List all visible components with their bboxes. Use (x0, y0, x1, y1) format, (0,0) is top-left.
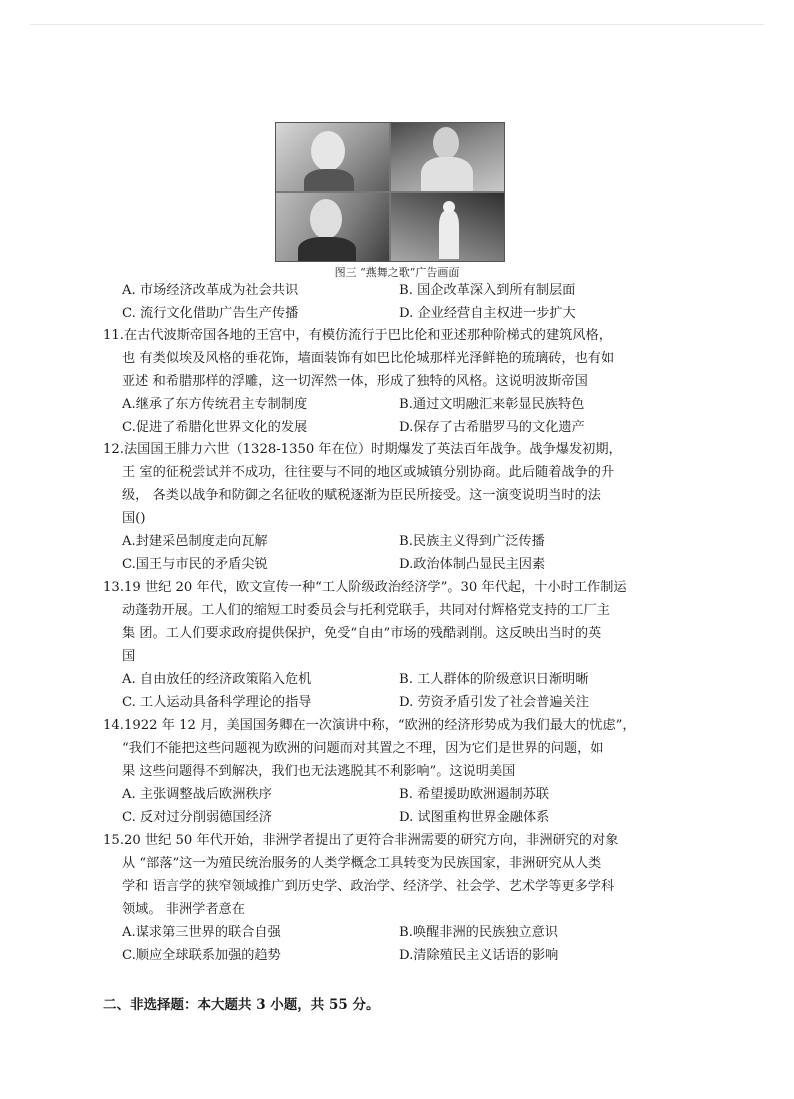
q10-option-a[interactable]: A. 市场经济改革成为社会共识 (122, 283, 299, 298)
photo-panel-top-left (276, 123, 389, 191)
q12-option-a[interactable]: A.封建采邑制度走向瓦解 (122, 534, 268, 549)
q14-option-b[interactable]: B. 希望援助欧洲遏制苏联 (399, 787, 549, 802)
q11-stem-line-1: 11.在古代波斯帝国各地的王宫中，有模仿流行于巴比伦和亚述那种阶梯式的建筑风格， (103, 328, 612, 343)
photo-panel-bottom-right (391, 193, 504, 261)
q13-stem-line-3: 集 团。工人们要求政府提供保护，免受“自由”市场的残酷剥削。这反映出当时的英 (122, 626, 602, 641)
q14-option-a[interactable]: A. 主张调整战后欧洲秩序 (122, 787, 272, 802)
q15-stem-line-4: 领域。 非洲学者意在 (122, 902, 245, 917)
page-top-rule (30, 24, 764, 25)
q14-option-d[interactable]: D. 试图重构世界金融体系 (399, 810, 550, 825)
q12-stem-line-1: 12.法国国王腓力六世（1328-1350 年在位）时期爆发了英法百年战争。战争爆发初期， (103, 442, 622, 457)
q12-stem-line-2: 王 室的征税尝试并不成功，往往要与不同的地区或城镇分别协商。此后随着战争的升 (122, 465, 615, 480)
q15-option-a[interactable]: A.谋求第三世界的联合自强 (122, 925, 281, 940)
q12-option-b[interactable]: B.民族主义得到广泛传播 (399, 534, 545, 549)
q10-option-d[interactable]: D. 企业经营自主权进一步扩大 (399, 306, 576, 321)
q11-option-d[interactable]: D.保存了古希腊罗马的文化遗产 (399, 420, 585, 435)
q11-option-b[interactable]: B.通过文明融汇来彰显民族特色 (399, 397, 585, 412)
q10-option-c[interactable]: C. 流行文化借助广告生产传播 (122, 306, 299, 321)
figure-caption: 图三 “燕舞之歌”广告画面 (334, 266, 460, 279)
q13-stem-line-4: 国 (122, 649, 136, 664)
q11-stem-line-3: 亚述 和希腊那样的浮雕，这一切浑然一体，形成了独特的风格。这说明波斯帝国 (122, 374, 588, 389)
q10-option-b[interactable]: B. 国企改革深入到所有制层面 (399, 283, 576, 298)
q14-option-c[interactable]: C. 反对过分削弱德国经济 (122, 810, 272, 825)
q15-stem-line-2: 从 “部落”这一为殖民统治服务的人类学概念工具转变为民族国家，非洲研究从人类 (122, 856, 602, 871)
q13-option-a[interactable]: A. 自由放任的经济政策陷入危机 (122, 672, 312, 687)
q15-stem-line-3: 学和 语言学的狭窄领域推广到历史学、政治学、经济学、社会学、艺术学等更多学科 (122, 879, 615, 894)
q15-stem-line-1: 15.20 世纪 50 年代开始，非洲学者提出了更符合非洲需要的研究方向，非洲研究的对象 (103, 833, 619, 848)
q15-option-c[interactable]: C.顺应全球联系加强的趋势 (122, 948, 281, 963)
q12-option-d[interactable]: D.政治体制凸显民主因素 (399, 557, 546, 572)
section-2-heading: 二、非选择题：本大题共 3 小题，共 55 分。 (103, 997, 380, 1013)
q13-option-b[interactable]: B. 工人群体的阶级意识日渐明晰 (399, 672, 589, 687)
q13-option-c[interactable]: C. 工人运动具备科学理论的指导 (122, 695, 312, 710)
q12-option-c[interactable]: C.国王与市民的矛盾尖锐 (122, 557, 268, 572)
advertisement-photo (275, 122, 505, 262)
q11-option-c[interactable]: C.促进了希腊化世界文化的发展 (122, 420, 308, 435)
q13-stem-line-1: 13.19 世纪 20 年代，欧文宣传一种“工人阶级政治经济学”。30 年代起，十小时工作制运 (103, 580, 627, 595)
q14-stem-line-3: 果 这些问题得不到解决，我们也无法逃脱其不利影响”。这说明美国 (122, 764, 516, 779)
photo-panel-bottom-left (276, 193, 389, 261)
q12-stem-line-3: 级， 各类以战争和防御之名征收的赋税逐渐为臣民所接受。这一演变说明当时的法 (122, 488, 601, 503)
q15-option-d[interactable]: D.清除殖民主义话语的影响 (399, 948, 559, 963)
photo-panel-top-right (391, 123, 504, 191)
q14-stem-line-1: 14.1922 年 12 月，美国国务卿在一次演讲中称，“欧洲的经济形势成为我们最大的忧虑”， (103, 718, 636, 733)
q14-stem-line-2: “我们不能把这些问题视为欧洲的问题而对其置之不理，因为它们是世界的问题，如 (122, 741, 604, 756)
q13-stem-line-2: 动蓬勃开展。工人们的缩短工时委员会与托利党联手，共同对付辉格党支持的工厂主 (122, 603, 610, 618)
q13-option-d[interactable]: D. 劳资矛盾引发了社会普遍关注 (399, 695, 589, 710)
q11-stem-line-2: 也 有类似埃及风格的垂花饰，墙面装饰有如巴比伦城那样光泽鲜艳的琉璃砖，也有如 (122, 351, 615, 366)
q12-stem-line-4: 国() (122, 511, 146, 526)
q15-option-b[interactable]: B.唤醒非洲的民族独立意识 (399, 925, 558, 940)
q11-option-a[interactable]: A.继承了东方传统君主专制制度 (122, 397, 308, 412)
